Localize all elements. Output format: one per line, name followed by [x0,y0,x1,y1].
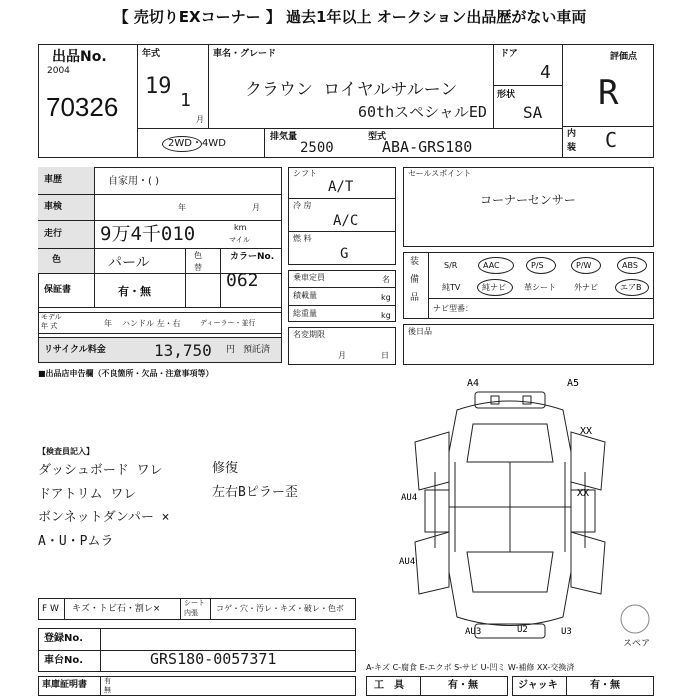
inspection-label: 車検 [44,202,63,212]
mark-xx-fender: XX [580,426,593,437]
equip-sr: S/R [444,261,458,270]
tools-options: 有・無 [448,680,478,691]
load-label: 積載量 [293,291,317,300]
capacity-label: 乗車定員 [293,273,325,282]
equip-airbag: エアB [620,283,642,292]
warranty-options: 有・無 [118,285,151,298]
score-value: R [598,73,619,113]
note-4-left: A・U・Pムラ [38,534,114,549]
mileage-mile-unit: マイル [229,236,250,244]
warranty-label: 保証書 [44,285,72,295]
handle-label: ハンドル 左・右 [122,319,181,328]
model-label-2: 年 式 [41,322,58,330]
mileage-value: 9万4千010 [100,223,196,245]
ac-label: 冷 房 [293,201,312,210]
mark-au3-rear: AU3 [465,627,482,637]
mark-u2-rear: U2 [517,625,528,635]
note-1-right: 修復 [212,461,239,476]
lot-label: 出品No. [52,49,107,65]
mark-a5-front: A5 [567,378,580,389]
spare-label: スペア [623,639,651,649]
equip-abs: ABS [622,261,638,270]
grade: 60thスペシャルED [358,103,487,121]
model-code-value: ABA-GRS180 [382,138,473,156]
sales-point-frame [403,167,654,247]
equip-tv: 純TV [442,283,461,292]
shift-value: A/T [328,179,354,195]
recycle-unit: 円 [226,345,236,355]
repaint-label-2: 替 [194,263,202,272]
color-no-value: 062 [226,270,259,291]
garage-cert-no: 無 [104,686,111,694]
shift-label: シフト [293,169,317,178]
equip-ext-navi: 外ナビ [574,283,598,292]
note-2-left: ドアトリム ワレ [38,487,137,502]
interior-label-2: 装 [567,143,577,153]
reg-day-unit: 日 [381,351,389,360]
equip-abs-circle [617,257,647,274]
recycle-value: 13,750 [154,341,212,360]
color-label: 色 [52,255,62,265]
equipment-label-1: 装 [410,257,420,267]
fw-label: F W [42,604,59,614]
recycle-status: 預託済 [243,345,271,355]
seat-label-1: シート [184,599,205,607]
doors-label: ドア [500,49,518,59]
seat-label-2: 内張 [184,609,198,617]
interior-value: C [605,128,618,152]
displacement-value: 2500 [300,140,334,156]
equip-airbag-circle [615,279,649,296]
equip-navi-circle [477,279,513,296]
dealer-label: ディーラー・並行 [200,319,256,327]
equip-navi: 純ナビ [482,283,506,292]
gross-label: 総重量 [293,309,317,318]
jack-options: 有・無 [590,680,620,691]
equip-aac-circle [478,257,514,274]
inspection-year-unit: 年 [178,203,186,212]
garage-cert-label: 車庫証明書 [42,680,88,690]
spare-tire-icon [621,605,649,633]
registration-label: 登録No. [44,633,84,644]
year-tag: 2004 [47,66,70,76]
note-3-left: ボンネットダンパー × [38,510,170,525]
chassis-label: 車台No. [44,655,84,666]
jack-label: ジャッキ [518,680,558,691]
repaint-label-1: 色 [194,251,202,260]
shape-label: 形状 [497,90,516,100]
car-name: クラウン ロイヤルサルーン [245,80,458,100]
equip-leather: 革シート [524,283,556,292]
history-label: 車歴 [44,175,63,185]
later-items-label: 後日品 [408,327,432,336]
equip-ps: P/S [531,261,544,270]
car-name-label: 車名・グレード [213,49,277,59]
inspector-label: 【検査員記入】 [38,447,94,456]
mileage-km-unit: km [234,223,247,232]
equip-ps-circle [526,257,556,274]
displacement-label: 排気量 [270,132,298,142]
mark-au4-rear: AU4 [399,557,416,567]
lot-number: 70326 [46,92,119,122]
color-value: パール [108,255,150,271]
load-unit: kg [381,293,391,302]
model-code-label: 型式 [368,132,387,142]
fw-items: キズ・トビ石・割レ× [72,604,161,614]
color-no-label: カラーNo. [230,252,275,262]
declaration-label: ■出品店申告欄（不良箇所・欠品・注意事項等） [38,369,214,378]
reg-deadline-label: 名変期限 [293,330,325,339]
chassis-value: GRS180-0057371 [150,650,277,668]
score-label: 評価点 [610,52,638,62]
model-label-1: モデル [41,313,62,321]
later-items-frame [403,324,654,365]
equip-aac: AAC [483,261,500,270]
note-1-left: ダッシュボード ワレ [38,463,163,478]
equipment-label-3: 品 [410,293,420,303]
page-title: 【 売切りEXコーナー 】 過去1年以上 オークション出品歴がない車両 [113,8,587,26]
reg-month-unit: 月 [338,351,346,360]
equip-pw-circle [571,257,601,274]
navi-model-label: ナビ型番： [433,304,473,313]
sales-point-value: コーナーセンサー [480,193,576,207]
mark-au4-door: AU4 [401,493,418,503]
mark-xx-door: XX [577,488,590,499]
shape-value: SA [523,103,543,122]
damage-legend: A-キズ C-腐食 E-エクボ S-サビ U-凹ミ W-補修 XX-交換済 [366,663,575,672]
gross-unit: kg [381,311,391,320]
garage-cert-yes: 有 [104,677,111,685]
model-year-value: 19 [145,74,172,99]
mark-u3-rear: U3 [561,627,572,637]
model-year-unit: 年 [104,319,112,328]
sales-point-label: セールスポイント [408,169,472,178]
interior-label-1: 内 [567,129,577,139]
mileage-label: 走行 [44,229,63,239]
capacity-unit: 名 [382,275,390,284]
history-value: 自家用・( ) [108,176,159,187]
equipment-label-2: 備 [410,275,420,285]
equip-pw: P/W [576,261,592,270]
inspection-month-unit: 月 [252,203,260,212]
drive-label: 2WD・4WD [168,138,226,149]
seat-items: コゲ・穴・汚レ・キズ・破レ・色ボ [216,604,344,613]
doors-value: 4 [540,62,551,83]
month-unit: 月 [196,115,204,124]
mark-a4-front: A4 [467,378,480,389]
car-damage-diagram [395,372,665,672]
recycle-label: リサイクル料金 [44,345,106,355]
model-year-label: 年式 [142,49,161,59]
month-value: 1 [180,90,191,111]
ac-value: A/C [333,213,359,229]
fuel-label: 燃 料 [293,234,312,243]
tools-label: 工 具 [374,680,404,691]
note-2-right: 左右Bピラー歪 [212,485,298,500]
fuel-value: G [340,246,349,262]
